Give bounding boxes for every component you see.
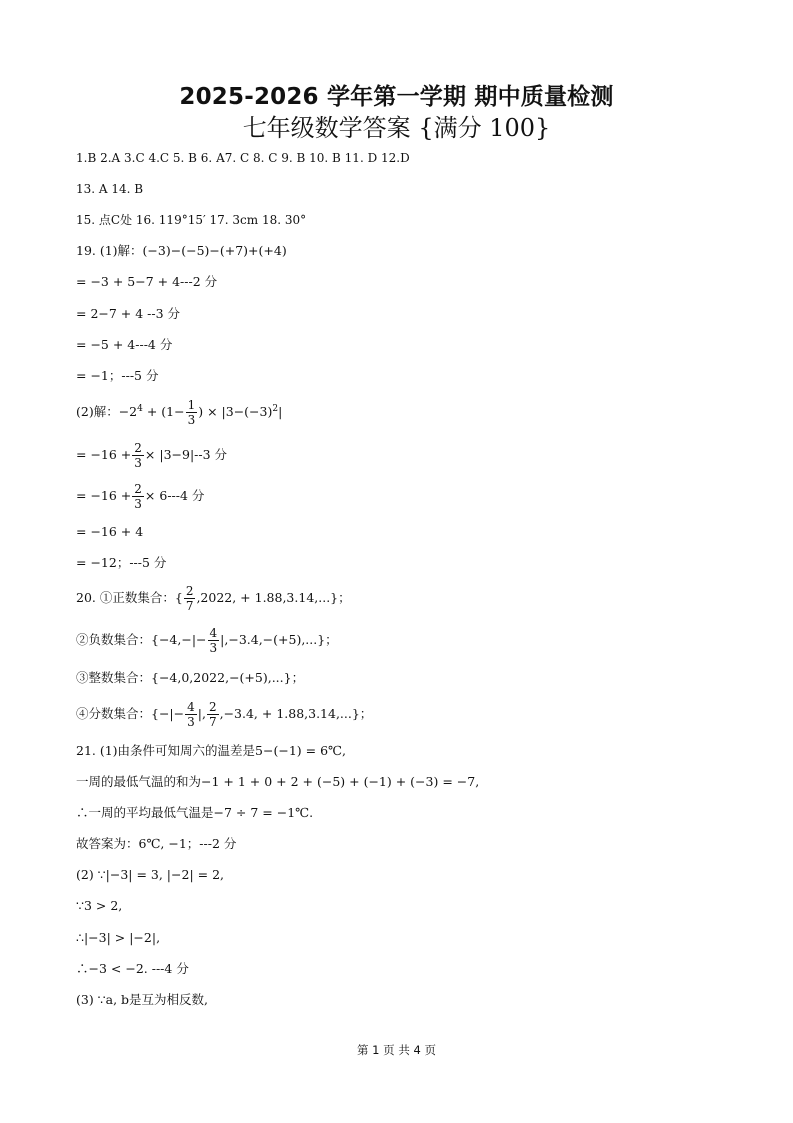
q19-part1-problem: 19. (1)解：(−3)−(−5)−(+7)+(+4) <box>76 243 287 258</box>
fraction-numerator: 1 <box>187 398 196 412</box>
fraction <box>207 700 219 729</box>
fraction <box>185 700 197 729</box>
fraction-numerator: 4 <box>209 626 218 640</box>
fraction-denominator: 3 <box>209 641 218 655</box>
fraction-numerator: 2 <box>185 584 194 598</box>
step-text-a: = −16 + <box>76 488 132 503</box>
q19-part2-text-d: | <box>278 404 283 419</box>
answer-line-15-18: 15. 点C处 16. 119°15′ 17. 3cm 18. 30° <box>76 213 307 227</box>
fraction <box>132 441 144 470</box>
fraction <box>186 398 198 427</box>
document-title: 2025-2026 学年第一学期 期中质量检测 <box>179 84 614 110</box>
q21-line-3: ∴一周的平均最低气温是−7 ÷ 7 = −1℃. <box>76 805 314 820</box>
document-subtitle: 七年级数学答案 {满分 100} <box>242 114 551 142</box>
q21-line-8: ∴−3 < −2. ---4 分 <box>76 961 189 976</box>
step-text-b: × |3−9|--3 分 <box>144 447 228 462</box>
q20-integer-set: ③整数集合：{−4,0,2022,−(+5),...}； <box>76 670 305 685</box>
q19-part2-step1 <box>76 441 227 470</box>
fraction <box>208 626 220 655</box>
q19-part2-step2 <box>76 482 204 511</box>
fraction-numerator: 2 <box>134 482 142 496</box>
q19-part1-step1: = −3 + 5−7 + 4---2 分 <box>76 274 218 289</box>
q20-negative-set <box>76 626 338 655</box>
q21-line-6: ∵3 > 2, <box>76 898 123 913</box>
q21-line-1: 21. (1)由条件可知周六的温差是5−(−1) = 6℃, <box>76 743 346 758</box>
page-footer: 第 1 页 共 4 页 <box>357 1043 436 1057</box>
q19-part1-step4: = −1；---5 分 <box>76 368 159 383</box>
fraction-denominator: 3 <box>187 413 196 427</box>
step-text-b: × 6---4 分 <box>144 488 205 503</box>
fraction-numerator: 2 <box>208 700 217 714</box>
q19-part2-text-a: (2)解：−2 <box>76 404 138 419</box>
q19-part2-problem <box>76 398 282 427</box>
fraction <box>184 584 196 613</box>
fraction <box>132 482 144 511</box>
set-text-c: ,−3.4, + 1.88,3.14,...}； <box>219 706 373 721</box>
answer-line-1-12: 1.B 2.A 3.C 4.C 5. B 6. A7. C 8. C 9. B 10. B 11. D 12.D <box>76 151 410 165</box>
q20-fraction-set <box>76 700 372 729</box>
q19-part2-exponent-a: 4 <box>137 403 143 414</box>
set-text-a: ④分数集合：{−|− <box>76 706 185 721</box>
fraction-numerator: 2 <box>134 441 142 455</box>
q21-line-2: 一周的最低气温的和为−1 + 1 + 0 + 2 + (−5) + (−1) + (−3) = −7, <box>76 774 480 789</box>
fraction-denominator: 3 <box>134 456 142 470</box>
q19-part2-step3: = −16 + 4 <box>76 524 144 539</box>
q19-part2-exponent-b: 2 <box>272 403 279 414</box>
q21-line-9: (3) ∵a, b是互为相反数, <box>76 992 209 1007</box>
q19-part1-step2: = 2−7 + 4 --3 分 <box>76 306 181 321</box>
set-text-a: ②负数集合：{−4,−|− <box>76 632 207 647</box>
q20-positive-set <box>76 584 351 613</box>
fraction-denominator: 3 <box>134 497 142 511</box>
set-text-b: |, <box>197 706 206 721</box>
q21-line-4: 故答案为：6℃, −1；---2 分 <box>76 836 237 851</box>
q19-part2-text-b: + (1− <box>142 404 185 419</box>
fraction-denominator: 7 <box>185 599 194 613</box>
q21-line-7: ∴|−3| > |−2|, <box>76 930 161 945</box>
set-text-b: ,2022, + 1.88,3.14,...}； <box>196 590 351 605</box>
fraction-denominator: 3 <box>187 715 195 729</box>
set-text-b: |,−3.4,−(+5),...}； <box>220 632 338 647</box>
fraction-denominator: 7 <box>208 715 217 729</box>
q21-line-5: (2) ∵|−3| = 3, |−2| = 2, <box>76 867 224 882</box>
q19-part1-step3: = −5 + 4---4 分 <box>76 337 173 352</box>
set-text-a: 20. ①正数集合：{ <box>76 590 183 605</box>
q19-part2-step4: = −12；---5 分 <box>76 555 167 570</box>
step-text-a: = −16 + <box>76 447 132 462</box>
fraction-numerator: 4 <box>187 700 195 714</box>
answer-line-13-14: 13. A 14. B <box>76 182 144 196</box>
q19-part2-text-c: ) × |3−(−3) <box>198 404 273 419</box>
